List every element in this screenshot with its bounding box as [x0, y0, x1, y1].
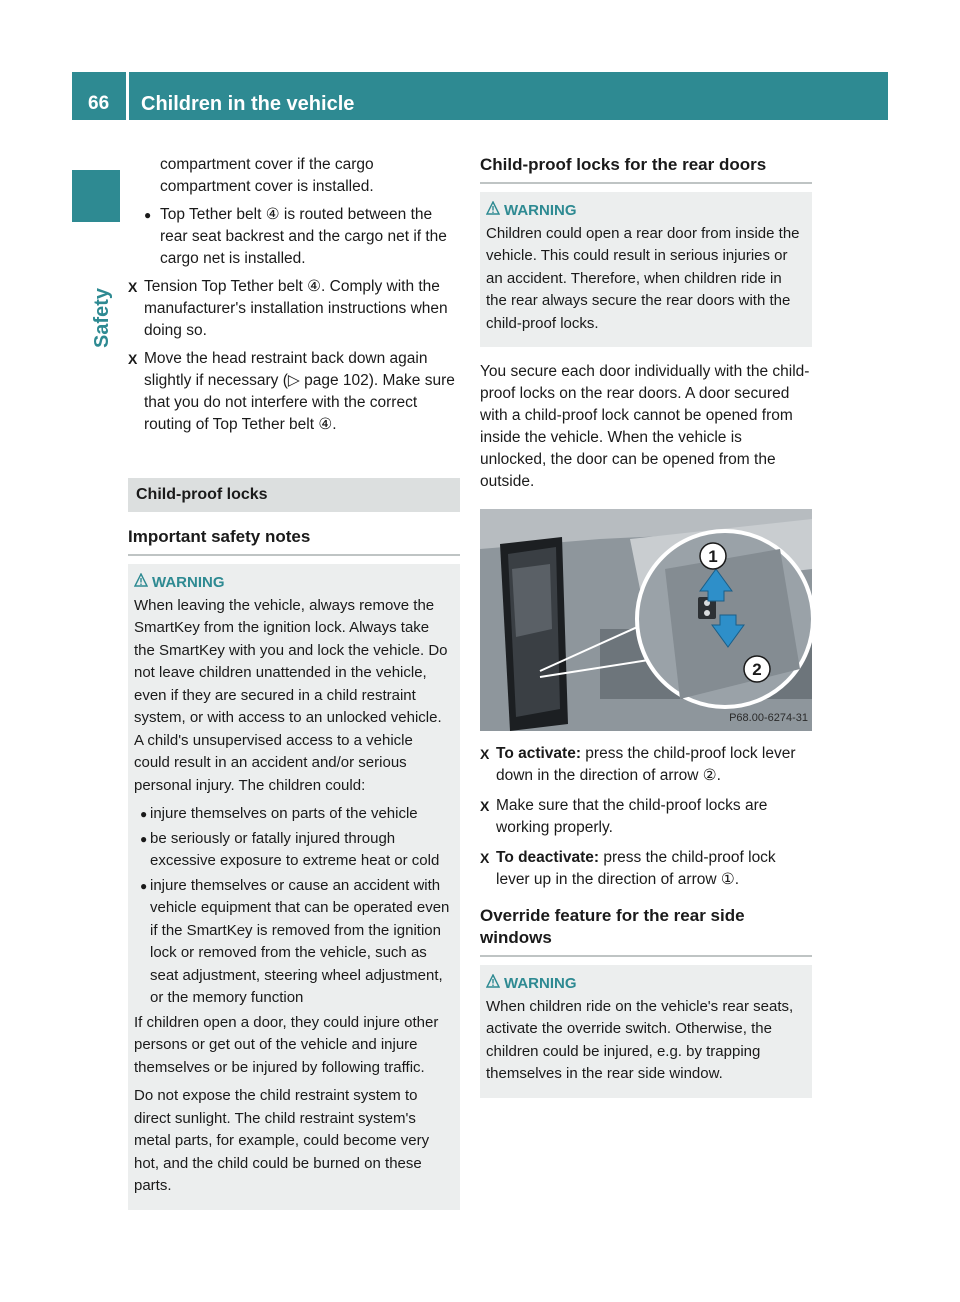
bullet-text: be seriously or fatally injured through excessive exposure to extreme heat or cold: [150, 829, 440, 869]
warning-text: Do not expose the child restraint system to direct sunlight. The child restraint system's metal parts, for example, could become very hot, and the child could be burned on these parts.: [134, 1087, 430, 1194]
figure-label: P68.00-6274-31: [729, 712, 808, 724]
warning-heading: [134, 572, 452, 595]
page-title: Children in the vehicle: [141, 93, 355, 115]
warning-label: WARNING: [504, 975, 577, 992]
bullet-icon: ●: [140, 807, 148, 821]
bullet-icon: ●: [144, 208, 152, 222]
instruction-step: [480, 795, 812, 839]
bullet-icon: ●: [140, 831, 148, 846]
side-tab-marker: [72, 170, 120, 222]
warning-heading: [486, 200, 804, 223]
section-heading: Child-proof locks for the rear doors: [480, 154, 812, 184]
step-marker-icon: X: [480, 798, 490, 814]
step-marker-icon: X: [480, 746, 490, 762]
warning-label: WARNING: [152, 574, 225, 591]
warning-text: If children open a door, they could injure other persons or get out of the vehicle and injure themselves or be injured by following traffic.: [134, 1013, 439, 1076]
warning-box: [480, 965, 812, 1098]
warning-label: WARNING: [504, 202, 577, 219]
section-title: Child-proof locks: [128, 478, 460, 512]
bullet-icon: ●: [140, 878, 148, 893]
list-item: [134, 803, 452, 826]
callout-1: 1: [708, 547, 718, 566]
warning-box: [480, 192, 812, 347]
header-divider: [126, 72, 129, 120]
door-lock-illustration: [480, 509, 812, 731]
step-marker-icon: X: [128, 279, 138, 295]
instruction-step: [128, 348, 460, 436]
step-label: To activate:: [496, 745, 581, 762]
body-text: You secure each door individually with the child-proof locks on the rear doors. A door secured with a child-proof lock cannot be opened from inside the vehicle. When the vehicle is unlocked, the door can be opened from the outside.: [480, 363, 810, 490]
callout-2: 2: [752, 660, 762, 679]
instruction-step: [480, 743, 812, 787]
side-tab: [82, 228, 114, 348]
warning-box: [128, 564, 460, 1210]
bullet-text: injure themselves or cause an accident with vehicle equipment that can be operated even if the SmartKey is removed from the ignition lock or removed from the vehicle, such as seat adjustment, steering wheel adjustment, or the memory function: [150, 876, 450, 1006]
bullet-text: Top Tether belt ④ is routed between the rear seat backrest and the cargo net if the cargo net is installed.: [160, 206, 447, 267]
instruction-step: [480, 847, 812, 891]
warning-heading: [486, 973, 804, 996]
step-text: press the child-proof lock lever down in the direction of arrow ②.: [496, 745, 796, 784]
left-column: [128, 154, 460, 1210]
step-marker-icon: X: [128, 351, 138, 367]
warning-text: Children could open a rear door from inside the vehicle. This could result in serious injuries or an accident. Therefore, when children ride in the rear always secure the rear doors with the child-proof locks.: [486, 224, 800, 332]
section-heading: Override feature for the rear side windows: [480, 905, 812, 957]
page-number: 66: [88, 93, 110, 114]
bullet-text: injure themselves on parts of the vehicle: [150, 805, 418, 822]
list-item: [128, 204, 460, 270]
step-text: Make sure that the child-proof locks are working properly.: [496, 797, 768, 836]
list-item: [134, 875, 452, 1010]
right-column: [480, 154, 812, 1098]
step-label: To deactivate:: [496, 849, 600, 866]
warning-text: When children ride on the vehicle's rear seats, activate the override switch. Otherwise, the children could be injured, e.g. by trapping themselves in the rear side window.: [486, 997, 794, 1082]
door-lock-figure: [480, 509, 812, 731]
continued-text: compartment cover if the cargo compartment cover is installed.: [160, 156, 374, 195]
warning-triangle-icon: [486, 201, 500, 215]
step-text: Move the head restraint back down again slightly if necessary (▷ page 102). Make sure that you do not interfere with the correct routing of Top Tether belt ④.: [144, 350, 455, 433]
step-text: press the child-proof lock lever up in the direction of arrow ①.: [496, 849, 776, 888]
list-item: [134, 828, 452, 873]
warning-triangle-icon: [134, 573, 148, 587]
warning-text: When leaving the vehicle, always remove the SmartKey from the ignition lock. Always take the SmartKey with you and lock the vehicle. Do not leave children unattended in the vehicle, even if they are secured in a child restraint system, or with access to an unlocked vehicle. A child's unsupervised access to a vehicle could result in an accident and/or serious personal injury. The children could:: [134, 596, 448, 794]
side-tab-label: Safety: [91, 287, 113, 348]
subheading: Important safety notes: [128, 526, 460, 556]
warning-triangle-icon: [486, 974, 500, 988]
step-text: Tension Top Tether belt ④. Comply with the manufacturer's installation instructions when doing so.: [144, 278, 448, 339]
instruction-step: [128, 276, 460, 342]
step-marker-icon: X: [480, 850, 490, 866]
